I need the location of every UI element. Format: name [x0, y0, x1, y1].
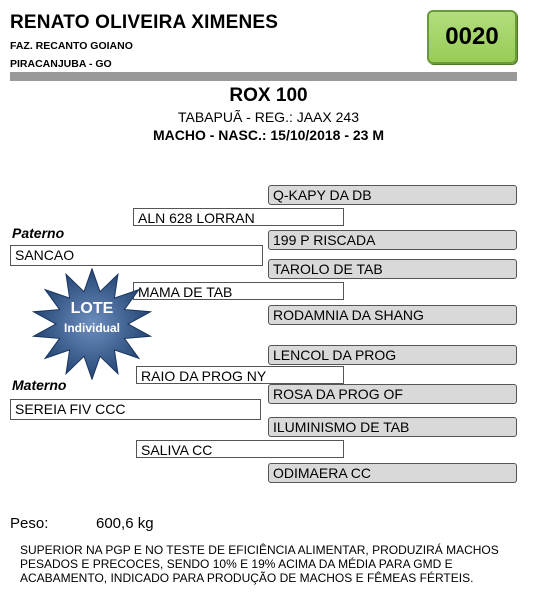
sex-birth-date: MACHO - NASC.: 15/10/2018 - 23 M [152, 127, 385, 143]
dam-sire-box: RAIO DA PROG NY [136, 366, 344, 384]
sire-dam-dam-box: RODAMNIA DA SHANG [268, 305, 517, 325]
sire-box: SANCAO [10, 245, 263, 266]
animal-description: SUPERIOR NA PGP E NO TESTE DE EFICIÊNCIA ALIMENTAR, PRODUZIRÁ MACHOS PESADOS E PRECOCES, SENDO 10% E 19% ACIMA DA MÉDIA PARA GMD E ACABAMENTO, INDICADO PARA PRODUÇÃO DE MACHOS E FÊMEAS FÉRTEIS. [20, 543, 499, 585]
sire-dam-sire-box: TAROLO DE TAB [268, 259, 517, 279]
lot-number-badge: 0020 [427, 10, 517, 64]
dam-dam-box: SALIVA CC [136, 440, 344, 458]
owner-name: RENATO OLIVEIRA XIMENES [10, 12, 279, 33]
materno-label: Materno [12, 377, 67, 393]
dam-sire-dam-box: ROSA DA PROG OF [268, 384, 517, 404]
individual-label: Individual [63, 321, 120, 335]
sire-sire-box: ALN 628 LORRAN [133, 208, 344, 226]
dam-dam-sire-box: ILUMINISMO DE TAB [268, 417, 517, 437]
animal-name: ROX 100 [229, 85, 308, 106]
sire-dam-box: MAMA DE TAB [133, 282, 344, 300]
header-divider [10, 72, 517, 81]
dam-box: SEREIA FIV CCC [10, 399, 261, 420]
dam-sire-sire-box: LENCOL DA PROG [268, 345, 517, 365]
farm-name: FAZ. RECANTO GOIANO [10, 40, 133, 52]
breed-registration: TABAPUÃ - REG.: JAAX 243 [177, 109, 360, 125]
weight-label: Peso: [10, 515, 49, 532]
sire-sire-dam-box: 199 P RISCADA [268, 230, 517, 250]
city-state: PIRACANJUBA - GO [10, 58, 112, 70]
sire-sire-sire-box: Q-KAPY DA DB [268, 185, 517, 205]
paterno-label: Paterno [12, 225, 65, 241]
dam-dam-dam-box: ODIMAERA CC [268, 463, 517, 483]
weight-value: 600,6 kg [96, 515, 154, 532]
lote-label: LOTE [70, 300, 114, 317]
